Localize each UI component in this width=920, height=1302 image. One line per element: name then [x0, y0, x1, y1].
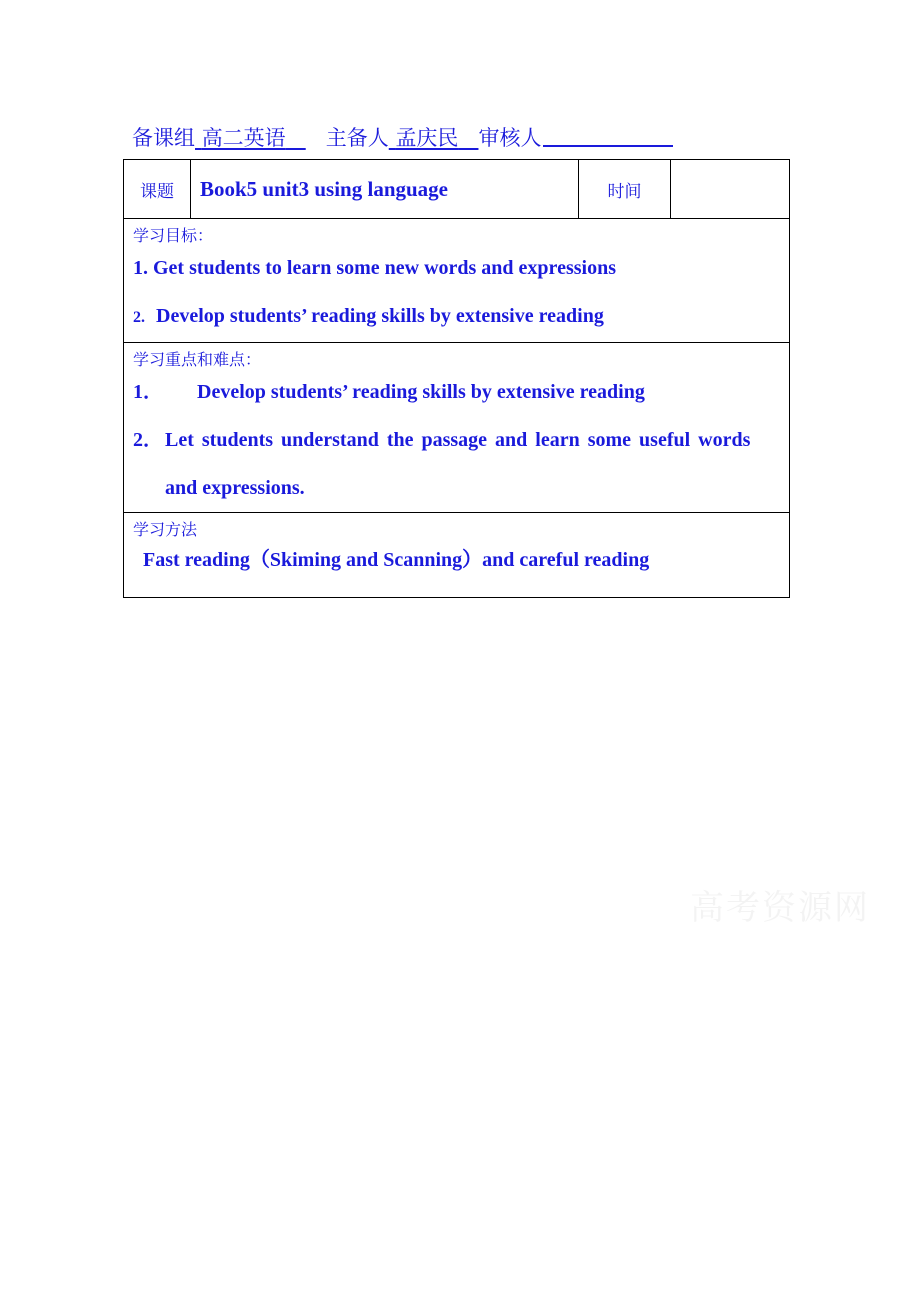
objective-number: 2. [133, 309, 145, 326]
lesson-plan-table [123, 159, 790, 598]
methods-text: Fast reading（Skiming and Scanning）and careful reading [143, 549, 650, 571]
objective-item [124, 244, 789, 292]
time-label: 时间 [607, 181, 642, 202]
watermark-logo: 高考资源网 [690, 888, 870, 928]
reviewer-blank [543, 145, 673, 147]
topic-row [124, 160, 790, 219]
topic-label: 课题 [140, 181, 174, 202]
key-point-text: Let students understand the passage and learn some useful words [165, 429, 751, 451]
time-value-cell [671, 160, 790, 219]
preparer-label: 主备人 [325, 126, 389, 150]
group-label: 备课组 [132, 126, 195, 150]
objective-text: Get students to learn some new words and expressions [153, 257, 616, 279]
key-point-item [124, 368, 789, 416]
objectives-cell [124, 219, 790, 343]
key-points-row [124, 343, 790, 513]
methods-heading: 学习方法 [133, 520, 198, 539]
key-point-continuation: and expressions. [165, 477, 305, 499]
key-points-heading: 学习重点和难点： [133, 350, 262, 369]
key-point-number: 1． [133, 381, 163, 403]
methods-cell [124, 513, 790, 598]
objectives-row [124, 219, 790, 343]
objectives-heading: 学习目标： [133, 226, 214, 245]
preparer-value: 孟庆民 [395, 126, 459, 150]
key-point-item [124, 416, 789, 464]
topic-label-cell [124, 160, 191, 219]
group-value: 高二英语 [201, 126, 286, 150]
key-point-number: 2． [133, 429, 163, 451]
methods-row [124, 513, 790, 598]
objective-text: Develop students’ reading skills by extensive reading [156, 305, 604, 327]
time-label-cell [579, 160, 671, 219]
key-point-text: Develop students’ reading skills by extensive reading [197, 381, 645, 403]
document-header [132, 122, 673, 152]
key-points-cell [124, 343, 790, 513]
topic-value: Book5 unit3 using language [200, 176, 449, 201]
topic-value-cell [191, 160, 579, 219]
objective-item [124, 292, 789, 342]
reviewer-label: 审核人 [478, 126, 542, 150]
objective-number: 1. [133, 257, 148, 279]
